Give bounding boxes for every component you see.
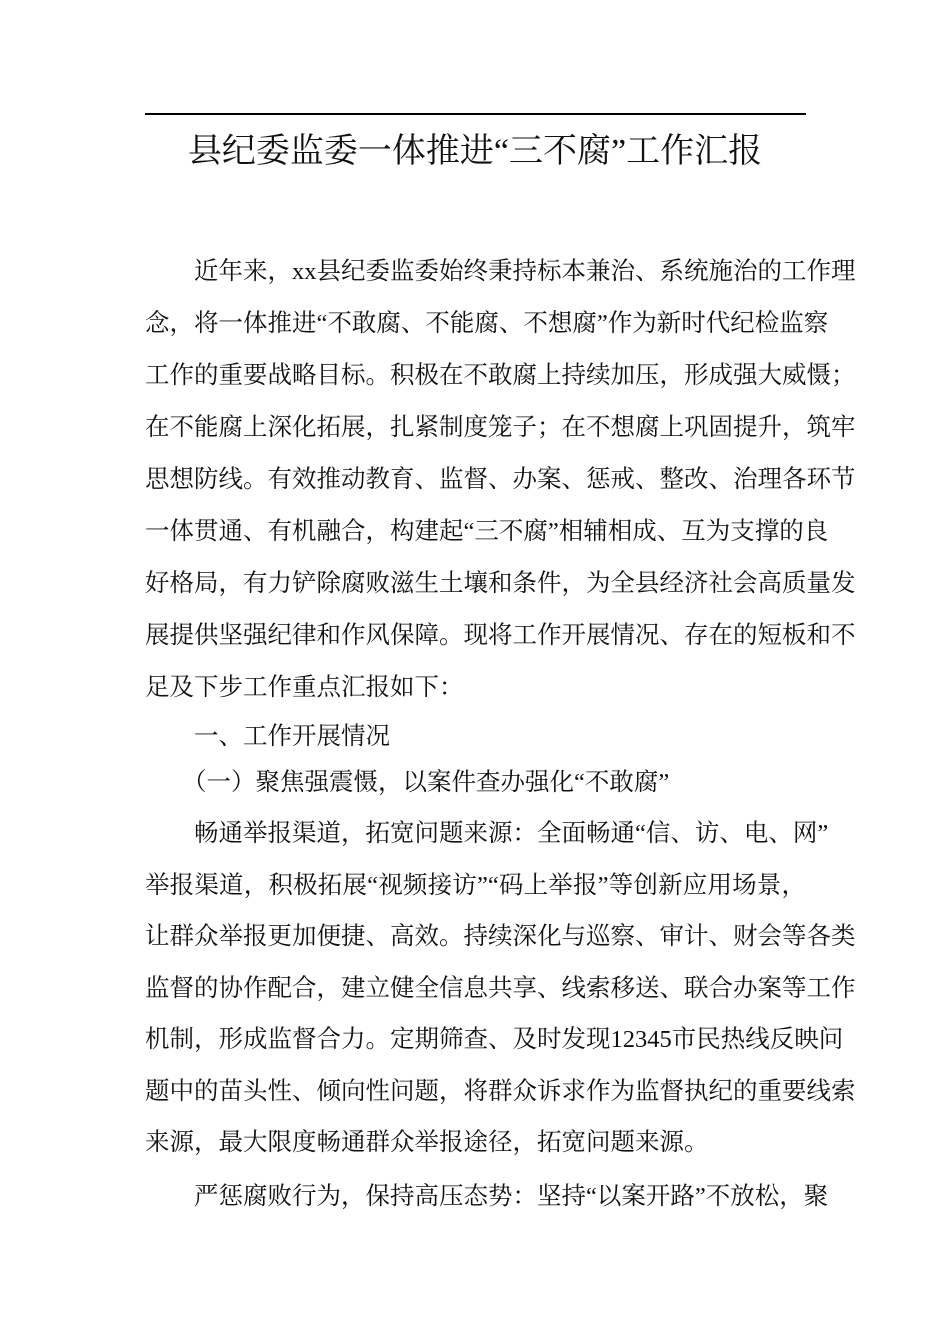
text-line: 近年来，xx县纪委监委始终秉持标本兼治、系统施治的工作理 <box>194 258 856 285</box>
reporting-channels-paragraph <box>145 808 856 1169</box>
punish-corruption-paragraph <box>145 1171 829 1223</box>
text-line: 好格局，有力铲除腐败滋生土壤和条件，为全县经济社会高质量发 <box>145 570 856 597</box>
document-body <box>145 246 856 1222</box>
subsection-heading: （一）聚焦强震慑，以案件查办强化“不敢腐” <box>182 769 670 796</box>
text-line: 监督的协作配合，建立健全信息共享、线索移送、联合办案等工作 <box>145 974 856 1002</box>
text-line: 题中的苗头性、倾向性问题，将群众诉求作为监督执纪的重要线索 <box>145 1077 856 1105</box>
text-line: 足及下步工作重点汇报如下： <box>145 674 464 701</box>
header-rule <box>145 113 806 115</box>
intro-paragraph <box>145 246 856 714</box>
text-line: 展提供坚强纪律和作风保障。现将工作开展情况、存在的短板和不 <box>145 622 856 649</box>
text-line: 让群众举报更加便捷、高效。持续深化与巡察、审计、财会等各类 <box>145 923 856 950</box>
text-line: 念，将一体推进“不敢腐、不能腐、不想腐”作为新时代纪检监察 <box>145 310 829 337</box>
text-line: 严惩腐败行为，保持高压态势：坚持“以案开路”不放松，聚 <box>194 1182 829 1210</box>
text-line: 机制，形成监督合力。定期筛查、及时发现12345市民热线反映问 <box>145 1026 844 1053</box>
document-title: 县纪委监委一体推进“三不腐”工作汇报 <box>187 133 763 170</box>
text-line: 工作的重要战略目标。积极在不敢腐上持续加压，形成强大威慑； <box>145 362 856 389</box>
text-line: 在不能腐上深化拓展，扎紧制度笼子；在不想腐上巩固提升，筑牢 <box>145 414 856 441</box>
text-line: 畅通举报渠道，拓宽问题来源：全面畅通“信、访、电、网” <box>194 820 829 847</box>
text-line: 举报渠道，积极拓展“视频接访”“码上举报”等创新应用场景， <box>145 871 806 899</box>
text-line: 一体贯通、有机融合，构建起“三不腐”相辅相成、互为支撑的良 <box>145 518 829 545</box>
text-line: 思想防线。有效推动教育、监督、办案、惩戒、整改、治理各环节 <box>145 466 856 493</box>
section-heading: 一、工作开展情况 <box>194 723 390 750</box>
text-line: 来源，最大限度畅通群众举报途径，拓宽问题来源。 <box>145 1129 709 1156</box>
